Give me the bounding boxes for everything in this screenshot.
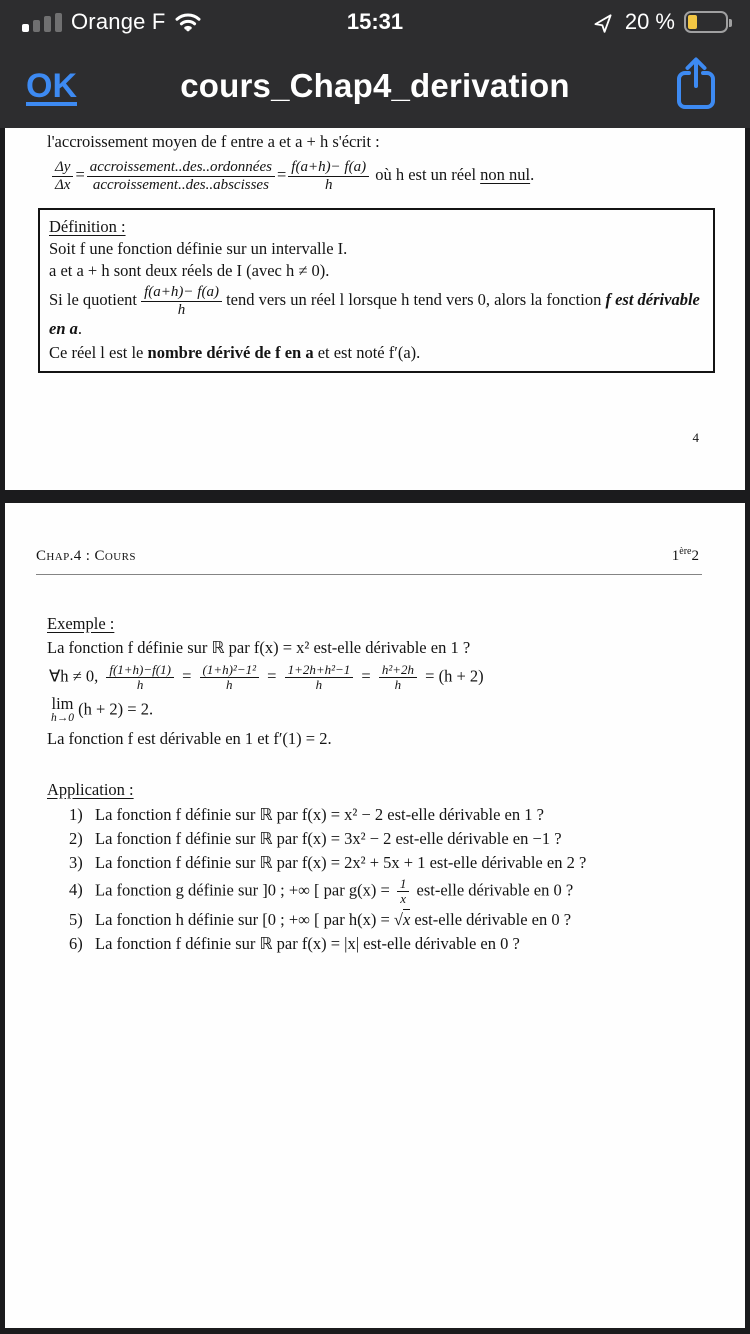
document-title: cours_Chap4_derivation [180, 67, 570, 104]
definition-box [38, 208, 715, 373]
application-item-2: 2) La fonction f définie sur ℝ par f(x) = 3x² − 2 est-elle dérivable en −1 ? [69, 828, 562, 848]
frac-quotient: $\frac{f(a+h)- f(a)}{h}$ [141, 284, 222, 318]
share-icon [674, 56, 718, 112]
ok-button[interactable]: OK [26, 66, 77, 105]
frac-un-sur-x: $\frac{1}{x}$ [397, 877, 410, 907]
frac-accroissements: $\frac{\text{accroissement..des..ordonnées}}{\text{accroissement..des..abscisses}}$ [87, 159, 275, 193]
application-item-1: 1) La fonction f définie sur ℝ par f(x) = x² − 2 est-elle dérivable en 1 ? [69, 804, 544, 824]
share-button[interactable] [674, 56, 718, 112]
pdf-page-4[interactable] [5, 128, 745, 490]
application-item-3: 3) La fonction f définie sur ℝ par f(x) = 2x² + 5x + 1 est-elle dérivable en 2 ? [69, 852, 587, 872]
definition-heading: Définition : [49, 217, 126, 236]
battery-percent-label: 20 % [624, 9, 675, 34]
page-header [36, 546, 699, 565]
application-list [69, 805, 745, 955]
exemple-line-1: La fonction f définie sur ℝ par f(x) = x² est-elle dérivable en 1 ? [47, 638, 471, 657]
header-rule [36, 574, 702, 575]
wifi-icon [175, 12, 201, 32]
location-arrow-icon [594, 11, 616, 33]
exemple-derivation: ∀h ≠ 0, $\frac{f(1+h)-f(1)}{h}$ = $\frac{\text{(1+h)²−1²}}{h}$ = $\frac{\text{1+2h+h²−1}}{h}$ = $\frac{\text{h²+2h}}{h}$ = (h + 2) [49, 662, 484, 693]
accroissement-intro-line: l'accroissement moyen de f entre a et a + h s'écrit : [47, 132, 380, 151]
frac-dy-dx: $\frac{\Delta y}{\Delta x}$ [52, 159, 73, 193]
cellular-signal-icon [22, 12, 62, 32]
application-item-6: 6) La fonction f définie sur ℝ par f(x) = |x| est-elle dérivable en 0 ? [69, 934, 520, 954]
definition-line-2: a et a + h sont deux réels de I (avec h ≠ 0). [49, 261, 330, 280]
carrier-label: Orange F [71, 9, 166, 34]
frac-ex-4: $\frac{\text{h²+2h}}{h}$ [379, 663, 417, 693]
frac-ex-2: $\frac{\text{(1+h)²−1²}}{h}$ [200, 663, 260, 693]
application-item-4: 4) La fonction g définie sur ]0 ; +∞ [ par g(x) = $\frac{1}{x}$ est-elle dérivable en 0 ? [69, 875, 574, 906]
chapter-header-label: Chap.4 : Cours [36, 548, 136, 564]
sqrt-x: x [402, 910, 411, 930]
class-label: 1ère2 [671, 546, 699, 564]
page-number: 4 [692, 430, 699, 445]
exemple-limit-line: lim h→0 (h + 2) = 2. [51, 693, 154, 725]
definition-quotient-line: Si le quotient $\frac{f(a+h)- f(a)}{h}$ tend vers un réel l lorsque h tend vers 0, alors la fonction f est dérivable en a. [49, 284, 700, 338]
clock: 15:31 [346, 9, 404, 34]
battery-icon [684, 11, 728, 33]
frac-ex-1: $\frac{f(1+h)-f(1)}{h}$ [106, 663, 174, 693]
formula-tail: où h est un réel non nul. [375, 164, 535, 184]
status-bar [0, 0, 750, 44]
definition-line-5: Ce réel l est le nombre dérivé de f en a et est noté f′(a). [49, 343, 421, 362]
accroissement-formula: $\frac{\Delta y}{\Delta x}$ = $\frac{\text{accroissement..des..ordonnées}}{\text{accroissement..des..abscisses}}$ = $\frac{f(a+h)- f(a)}{h}$ où h est un réel non nul. [50, 159, 745, 193]
exemple-conclusion: La fonction f est dérivable en 1 et f′(1) = 2. [47, 728, 332, 748]
limit-operator: lim h→0 [51, 693, 74, 725]
frac-ex-3: $\frac{\text{1+2h+h²−1}}{h}$ [285, 663, 354, 693]
nav-bar [0, 44, 750, 128]
pdf-page-5[interactable] [5, 503, 745, 1328]
application-heading: Application : [47, 779, 134, 799]
ios-chrome [0, 0, 750, 128]
definition-line-1: Soit f une fonction définie sur un intervalle I. [49, 239, 348, 258]
application-item-5: 5) La fonction h définie sur [0 ; +∞ [ par h(x) = √x est-elle dérivable en 0 ? [69, 910, 572, 930]
frac-taux-variation: $\frac{f(a+h)- f(a)}{h}$ [288, 159, 369, 193]
exemple-heading: Exemple : [47, 614, 115, 633]
